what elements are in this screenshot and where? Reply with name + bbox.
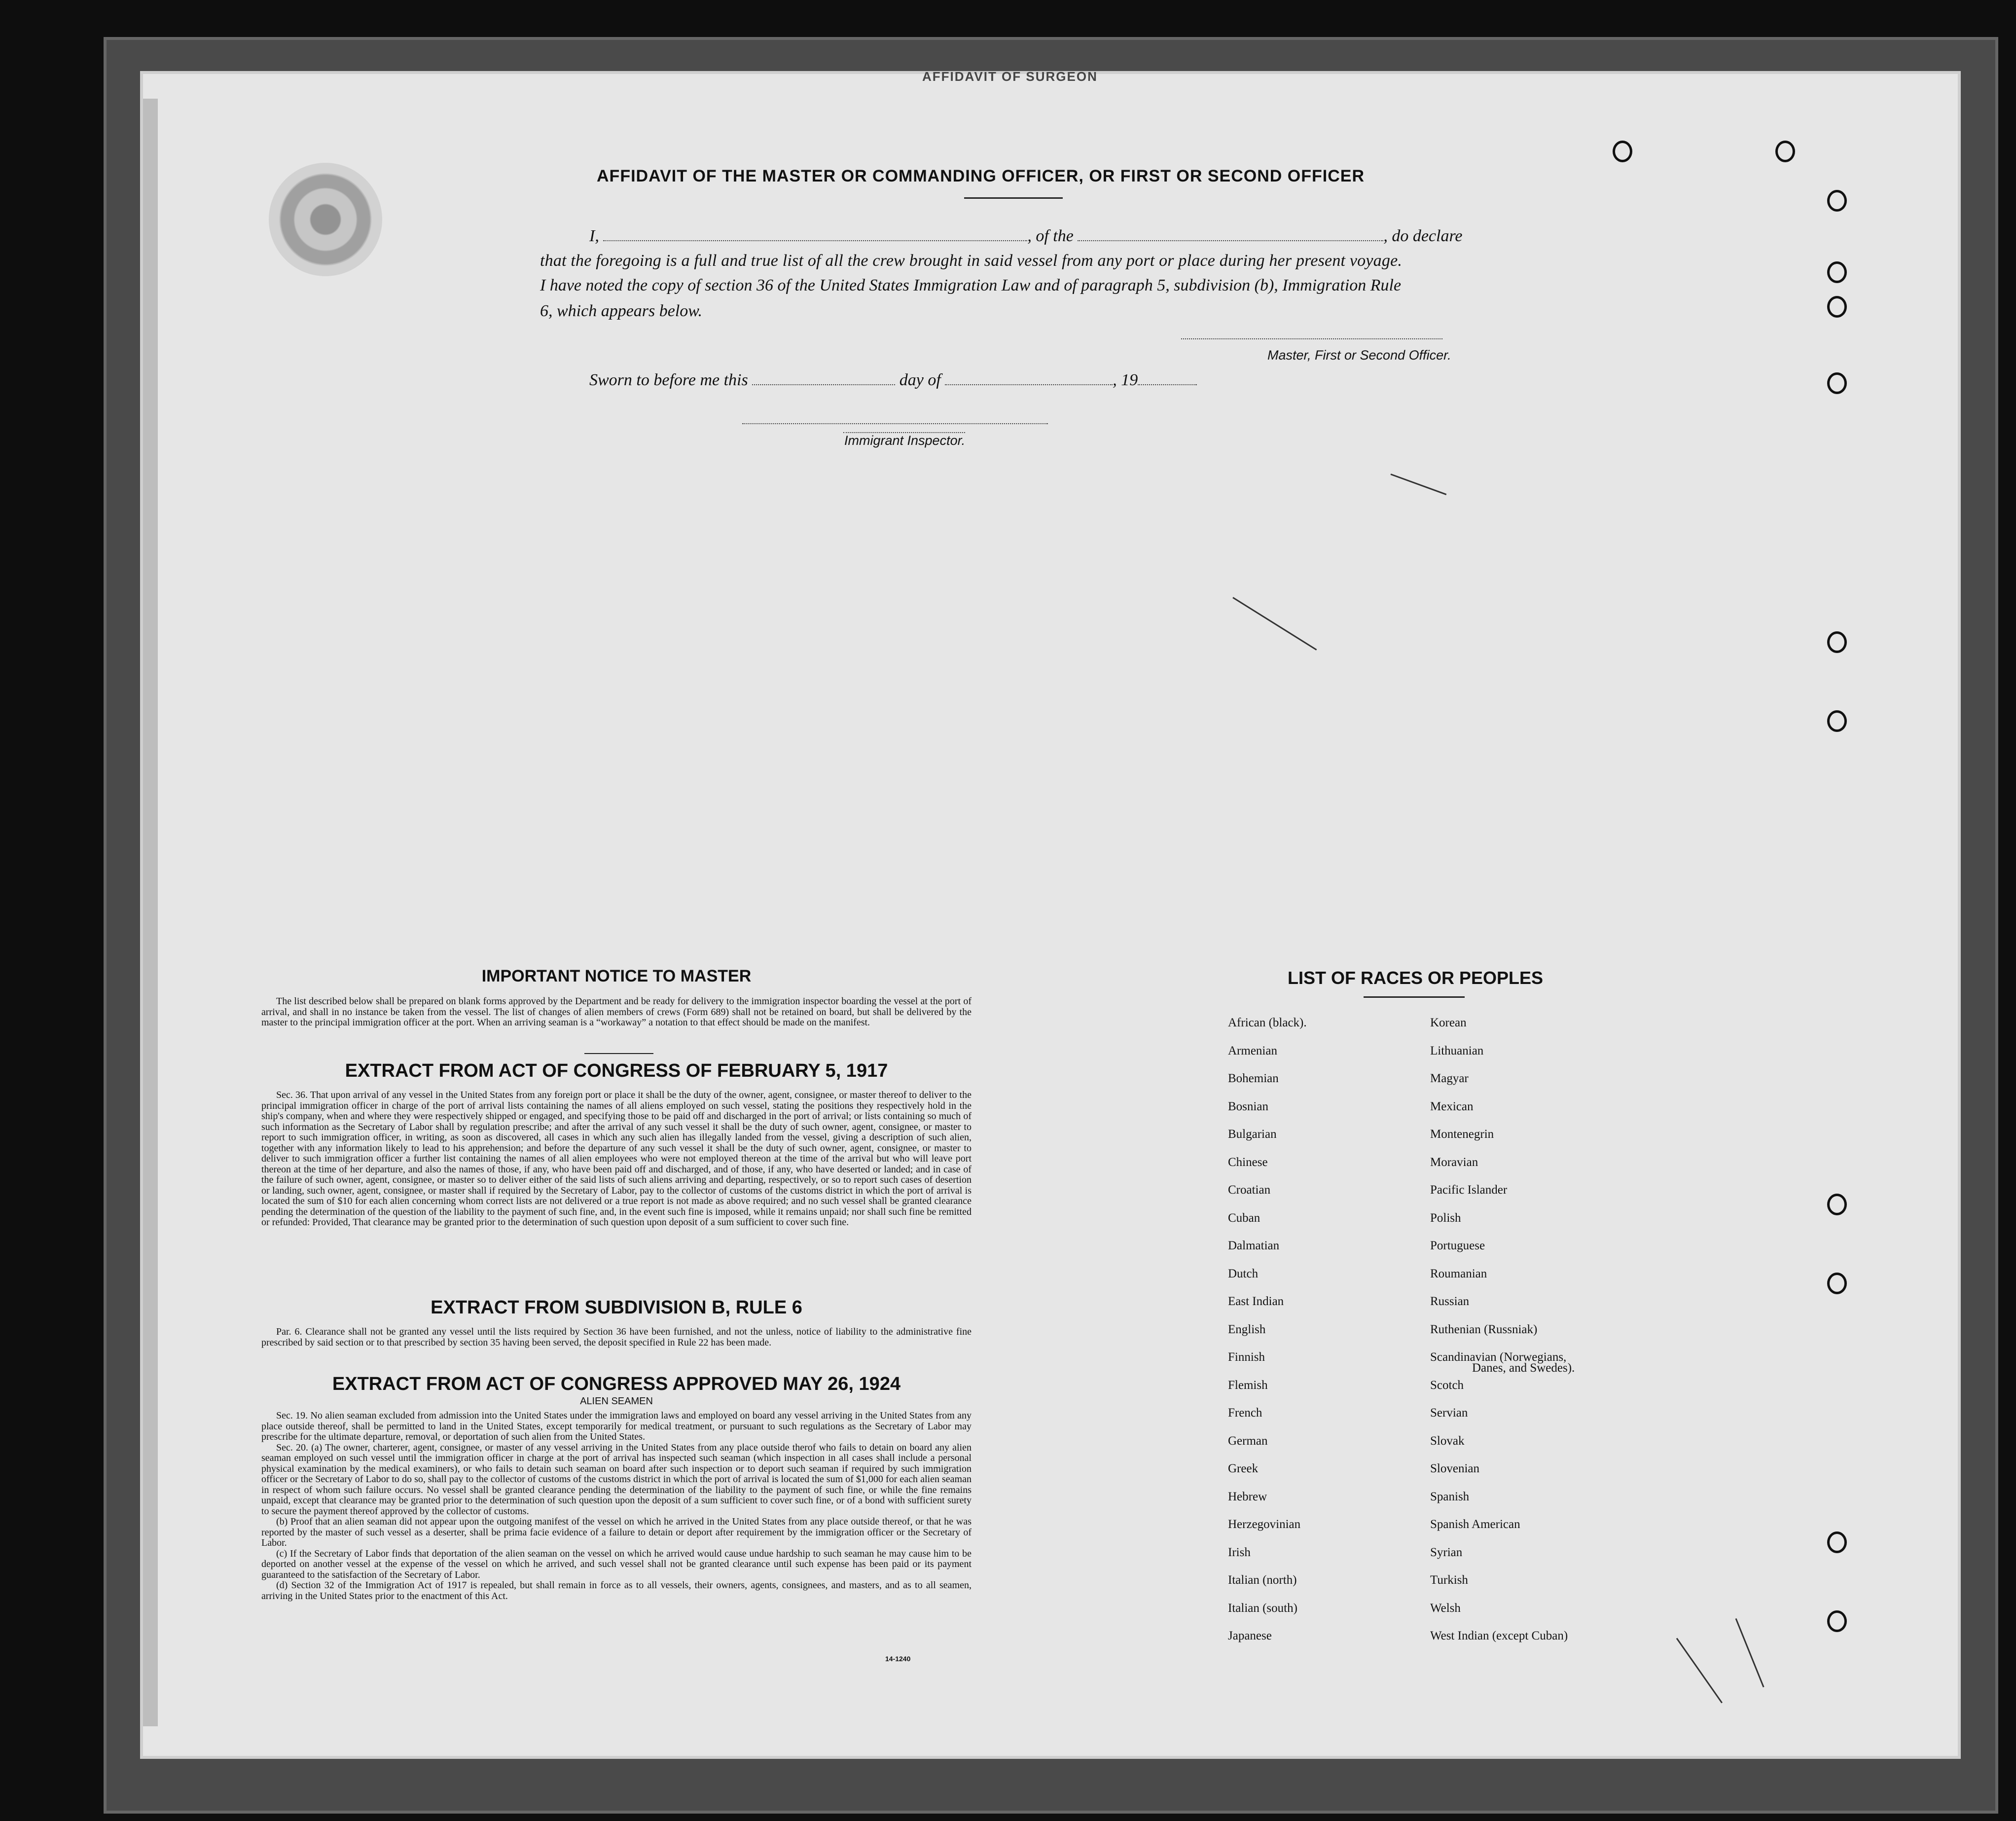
race-item-left-16: Greek — [1228, 1462, 1259, 1475]
race-item-right-13: Scotch — [1430, 1378, 1464, 1392]
race-item-right-8: Portuguese — [1430, 1239, 1485, 1252]
inspector-blank[interactable] — [742, 423, 1048, 424]
notice-text: The list described below shall be prepared on blank forms approved by the Department and be ready for delivery to the immigration inspector boarding the vessel at the port of arrival, and shall in no instance be taken from the vessel. The list of changes of alien members of crews (Form 689) shall not be retained on board, but shall be delivered by the master to the principal immigration officer at the port. When an arriving seaman is a “workaway” a notation to that effect should be made on the manifest. — [261, 996, 972, 1028]
race-item-right-9: Roumanian — [1430, 1267, 1487, 1280]
race-item-right-18: Spanish American — [1430, 1518, 1520, 1531]
race-item-left-12: Finnish — [1228, 1350, 1265, 1364]
race-item-left-7: Cuban — [1228, 1211, 1260, 1225]
punch-hole — [1827, 1194, 1847, 1215]
extract-1924-subtitle: ALIEN SEAMEN — [580, 1396, 653, 1407]
extract-1924-sec20d: (d) Section 32 of the Immigration Act of 1917 is repealed, but shall remain in force as to all vessels, their owners, agents, consignees, and masters, and as to all seamen, arriving in the United States prior to the enactment of this Act. — [261, 1580, 972, 1602]
race-item-right-20: Turkish — [1430, 1573, 1468, 1587]
punch-hole — [1613, 141, 1632, 162]
extract-1917-title: EXTRACT FROM ACT OF CONGRESS OF FEBRUARY 5, 1917 — [345, 1060, 888, 1081]
punch-hole — [1827, 372, 1847, 394]
extract-1917-text: Sec. 36. That upon arrival of any vessel in the United States from any foreign port or place it shall be the duty of the owner, agent, consignee, or master thereof to deliver to the principal immigration officer in charge of the port of arrival lists containing the names of all aliens employed on such vessel, stating the positions they respectively hold in the ship's company, when and where they were respectively shipped or engaged, and specifying those to be paid off and discharged in the port of arrival; or lists containing so much of such information as the Secretary of Labor shall by regulation prescribe; and after the arrival of any such vessel it shall be the duty of such owner, agent, consignee, or master to report to such immigration officer, in writing, as soon as discovered, all cases in which any such alien has illegally landed from the vessel, giving a description of such alien, together with any information likely to lead to his apprehension; and before the departure of any such vessel it shall be the duty of such owner, agent, consignee, or master to deliver to such immigration officer a further list containing the names of all alien employees who were not employed thereon at the time of the arrival but who will leave port thereon at the time of her departure, and also the names of those, if any, who have been paid off and discharged, and of those, if any, who have deserted or landed; and in case of the failure of such owner, agent, consignee, or master so to deliver either of the said lists of such aliens arriving and departing, respectively, or so to report such cases of desertion or landing, such owner, agent, consignee, or master shall if required by the Secretary of Labor, pay to the collector of customs of the customs district in which the port of arrival is located the sum of $10 for each alien concerning whom correct lists are not delivered or a true report is not made as above required; and no such vessel shall be granted clearance pending the determination of the question of the liability to the payment of such fine, and, in the event such fine is imposed, while it remains unpaid; nor shall such fine be remitted or refunded: Provided, That clearance may be granted prior to the determination of such question upon deposit of a sum sufficient to cover such fine. — [261, 1090, 972, 1228]
punch-hole — [1827, 710, 1847, 732]
races-underline — [1364, 996, 1465, 998]
ink-stamp — [269, 163, 382, 276]
race-item-right-22: West Indian (except Cuban) — [1430, 1629, 1568, 1642]
vessel-blank[interactable] — [1078, 227, 1383, 241]
race-item-right-16: Slovenian — [1430, 1462, 1479, 1475]
race-item-right-12: Scandinavian (Norwegians, — [1430, 1350, 1567, 1364]
punch-hole — [1827, 631, 1847, 653]
notice-rule — [584, 1053, 653, 1054]
race-item-left-10: East Indian — [1228, 1295, 1284, 1308]
page-edge — [143, 99, 158, 1726]
race-item-right-14: Servian — [1430, 1406, 1468, 1420]
extract-1924-sec19: Sec. 19. No alien seaman excluded from admission into the United States under the immigration laws and employed on board any vessel arriving in the United States from any place outside thereof, shall be permitted to land in the United States, except temporarily for medical treatment, or pursuant to such regulations as the Secretary of Labor may prescribe for the ultimate departure, removal, or deportation of such alien from the United States. — [261, 1410, 972, 1442]
race-item-right-17: Spanish — [1430, 1490, 1470, 1503]
race-item-left-20: Italian (north) — [1228, 1573, 1297, 1587]
affidavit-line-1 — [589, 227, 1463, 246]
sworn-day-of: day of — [899, 371, 941, 389]
affidavit-line-3: I have noted the copy of section 36 of the United States Immigration Law and of paragraph 5, subdivision (b), Immigration Rule — [540, 276, 1402, 294]
race-item-left-2: Bohemian — [1228, 1072, 1279, 1085]
race-item-left-22: Japanese — [1228, 1629, 1272, 1642]
signature-blank[interactable] — [1181, 338, 1442, 339]
extract-1924-body — [261, 1411, 972, 1602]
affidavit-title: AFFIDAVIT OF THE MASTER OR COMMANDING OFFICER, OR FIRST OR SECOND OFFICER — [597, 167, 1365, 185]
extract-rule6-title: EXTRACT FROM SUBDIVISION B, RULE 6 — [431, 1297, 802, 1318]
extract-1924-sec20b: (b) Proof that an alien seaman did not appear upon the outgoing manifest of the vessel on which he arrived in the United States from any place outside thereof, or that he was reported by the master of such vessel as a deserter, shall be prima facie evidence of a failure to detain or deport after requirement by the immigration officer or the Secretary of Labor. — [261, 1516, 972, 1548]
title-underline — [964, 197, 1063, 199]
race-item-left-6: Croatian — [1228, 1183, 1271, 1197]
race-item-left-13: Flemish — [1228, 1378, 1268, 1392]
affidavit-line-4: 6, which appears below. — [540, 302, 702, 320]
form-number: 14-1240 — [885, 1655, 911, 1663]
punch-hole — [1827, 1610, 1847, 1632]
extract-rule6-text: Par. 6. Clearance shall not be granted any vessel until the lists required by Section 36 have been furnished, and not the unless, notice of liability to the administrative fine prescribed by said section or to that prescribed by section 35 having been served, the deposit specified in Rule 22 has been made. — [261, 1326, 972, 1348]
race-item-right-0: Korean — [1430, 1016, 1467, 1029]
signature-caption: Master, First or Second Officer. — [1267, 348, 1451, 363]
races-title: LIST OF RACES OR PEOPLES — [1287, 968, 1544, 988]
race-item-continuation: Danes, and Swedes). — [1472, 1361, 1575, 1375]
race-item-left-0: African (black). — [1228, 1016, 1307, 1029]
race-item-left-11: English — [1228, 1322, 1266, 1336]
extract-1924-sec20a: Sec. 20. (a) The owner, charterer, agent, consignee, or master of any vessel arriving in the United States from any place outside therof who fails to detain on board any alien seaman employed on such vessel until the immigration officer in charge at the port of arrival has inspected such seaman (which inspection in all cases shall include a personal physical examination by the medical examiners), or who fails to detain such seaman on board after such inspection or to deport such seaman if required by such immigration officer or the Secretary of Labor to do so, shall pay to the collector of customs of the customs district in which the port of arrival is located the sum of $1,000 for each alien seaman in respect of whom such failure occurs. No vessel shall be granted clearance pending the determination of the liability to the payment of such fine, or while the fine remains unpaid, except that clearance may be granted prior to the determination of such question upon the deposit of a sum sufficient to cover such fine, or of a bond with sufficient surety to secure the payment thereof approved by the collector of customs. — [261, 1442, 972, 1517]
race-item-right-2: Magyar — [1430, 1072, 1469, 1085]
race-item-left-9: Dutch — [1228, 1267, 1259, 1280]
punch-hole — [1827, 1531, 1847, 1553]
affidavit-line-2: that the foregoing is a full and true list of all the crew brought in said vessel from any port or place during her present voyage. — [540, 252, 1403, 270]
affidavit-i: I, — [589, 227, 599, 245]
sworn-day-blank[interactable] — [752, 371, 895, 385]
inspector-caption: Immigrant Inspector. — [844, 433, 966, 448]
race-item-left-21: Italian (south) — [1228, 1601, 1297, 1615]
punch-hole — [1827, 1273, 1847, 1294]
race-item-right-10: Russian — [1430, 1295, 1470, 1308]
race-item-left-3: Bosnian — [1228, 1099, 1268, 1113]
race-item-left-18: Herzegovinian — [1228, 1518, 1301, 1531]
race-item-right-19: Syrian — [1430, 1545, 1463, 1559]
race-item-right-21: Welsh — [1430, 1601, 1461, 1615]
cut-off-header: AFFIDAVIT OF SURGEON — [922, 69, 1098, 84]
extract-1924-sec20c: (c) If the Secretary of Labor finds that deportation of the alien seaman on the vessel on which he arrived would cause undue hardship to such seaman he may cause him to be deported on another vessel at the expense of the vessel on which he arrived, and such vessel shall not be granted clearance until such expense has been paid or its payment guaranteed to the satisfaction of the Secretary of Labor. — [261, 1548, 972, 1580]
race-item-right-4: Montenegrin — [1430, 1128, 1494, 1141]
race-item-right-11: Ruthenian (Russniak) — [1430, 1322, 1538, 1336]
race-item-left-19: Irish — [1228, 1545, 1251, 1559]
extract-1924-title: EXTRACT FROM ACT OF CONGRESS APPROVED MAY 26, 1924 — [332, 1374, 901, 1394]
name-blank[interactable] — [603, 227, 1027, 241]
sworn-year-blank[interactable] — [1138, 371, 1197, 385]
race-item-left-8: Dalmatian — [1228, 1239, 1280, 1252]
race-item-left-14: French — [1228, 1406, 1262, 1420]
race-item-left-5: Chinese — [1228, 1155, 1268, 1169]
race-item-left-1: Armenian — [1228, 1044, 1277, 1057]
sworn-prefix: Sworn to before me this — [589, 371, 748, 389]
notice-title: IMPORTANT NOTICE TO MASTER — [481, 967, 752, 985]
race-item-right-7: Polish — [1430, 1211, 1461, 1225]
race-item-right-5: Moravian — [1430, 1155, 1478, 1169]
sworn-year: , 19 — [1113, 371, 1138, 389]
race-item-right-6: Pacific Islander — [1430, 1183, 1508, 1197]
punch-hole — [1827, 261, 1847, 283]
race-item-right-3: Mexican — [1430, 1099, 1474, 1113]
sworn-line — [589, 371, 1197, 390]
race-item-right-1: Lithuanian — [1430, 1044, 1484, 1057]
punch-hole — [1775, 141, 1795, 162]
punch-hole — [1827, 190, 1847, 212]
sworn-month-blank[interactable] — [945, 371, 1113, 385]
race-item-left-15: German — [1228, 1434, 1268, 1448]
affidavit-of-the: , of the — [1027, 227, 1074, 245]
race-item-right-15: Slovak — [1430, 1434, 1465, 1448]
race-item-left-4: Bulgarian — [1228, 1128, 1277, 1141]
punch-hole — [1827, 296, 1847, 318]
affidavit-declare: , do declare — [1383, 227, 1463, 245]
race-item-left-17: Hebrew — [1228, 1490, 1267, 1503]
